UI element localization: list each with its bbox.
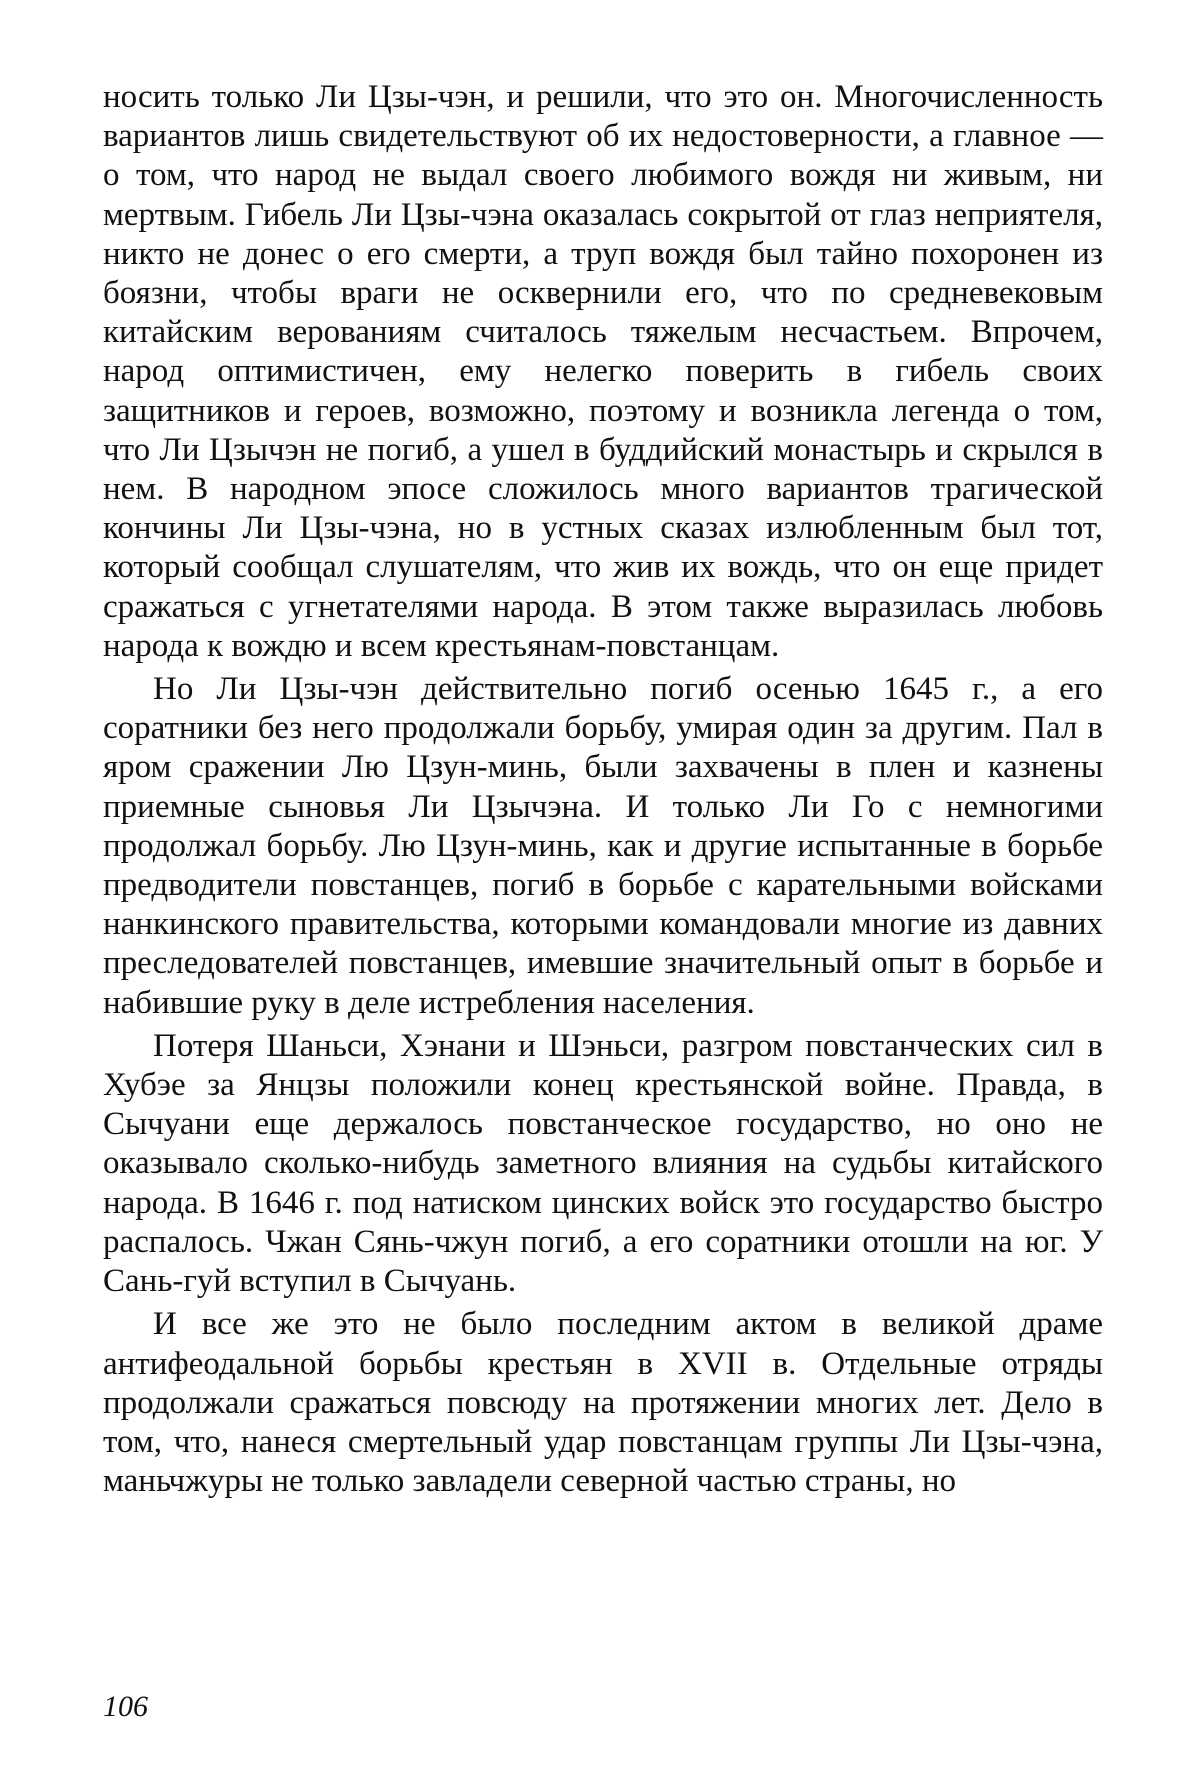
page-number: 106	[103, 1690, 148, 1723]
paragraph-4: И все же это не было последним актом в великой драме антифеодальной борьбы крестьян в XVII в. Отдельные отряды продолжали сражаться повсюду на протяжении многих лет. Дело в том, что, нанеся смертельный удар повстанцам группы Ли Цзы-чэна, маньчжуры не только завладели северной частью страны, но	[103, 1306, 1103, 1500]
paragraph-2: Но Ли Цзы-чэн действительно погиб осенью 1645 г., а его соратники без него продолжали борьбу, умирая один за другим. Пал в яром сражении Лю Цзун-минь, были захвачены в плен и казнены приемные сыновья Ли Цзычэна. И только Ли Го с немногими продолжал борьбу. Лю Цзун-минь, как и другие испытанные в борьбе предводители повстанцев, погиб в борьбе с карательными войсками нанкинского правительства, которыми командовали многие из давних преследователей повстанцев, имевшие значительный опыт в борьбе и набившие руку в деле истребления населения.	[103, 671, 1103, 1021]
paragraph-1: носить только Ли Цзы-чэн, и решили, что это он. Многочисленность вариантов лишь свидетельствуют об их недостоверности, а главное — о том, что народ не выдал своего любимого вождя ни живым, ни мертвым. Гибель Ли Цзы-чэна оказалась сокрытой от глаз неприятеля, никто не донес о его смерти, а труп вождя был тайно похоронен из боязни, чтобы враги не осквернили его, что по средневековым китайским верованиям считалось тяжелым несчастьем. Впрочем, народ оптимистичен, ему нелегко поверить в гибель своих защитников и героев, возможно, поэтому и возникла легенда о том, что Ли Цзычэн не погиб, а ушел в буддийский монастырь и скрылся в нем. В народном эпосе сложилось много вариантов трагической кончины Ли Цзы-чэна, но в устных сказах излюбленным был тот, который сообщал слушателям, что жив их вождь, что он еще придет сражаться с угнетателями народа. В этом также выразилась любовь народа к вождю и всем крестьянам-повстанцам.	[103, 79, 1103, 664]
paragraph-3: Потеря Шаньси, Хэнани и Шэньси, разгром повстанческих сил в Хубэе за Янцзы положили конец крестьянской войне. Правда, в Сычуани еще держалось повстанческое государство, но оно не оказывало сколько-нибудь заметного влияния на судьбы китайского народа. В 1646 г. под натиском цинских войск это государство быстро распалось. Чжан Сянь-чжун погиб, а его соратники отошли на юг. У Сань-гуй вступил в Сычуань.	[103, 1027, 1103, 1300]
page-text-block	[103, 78, 1103, 1501]
